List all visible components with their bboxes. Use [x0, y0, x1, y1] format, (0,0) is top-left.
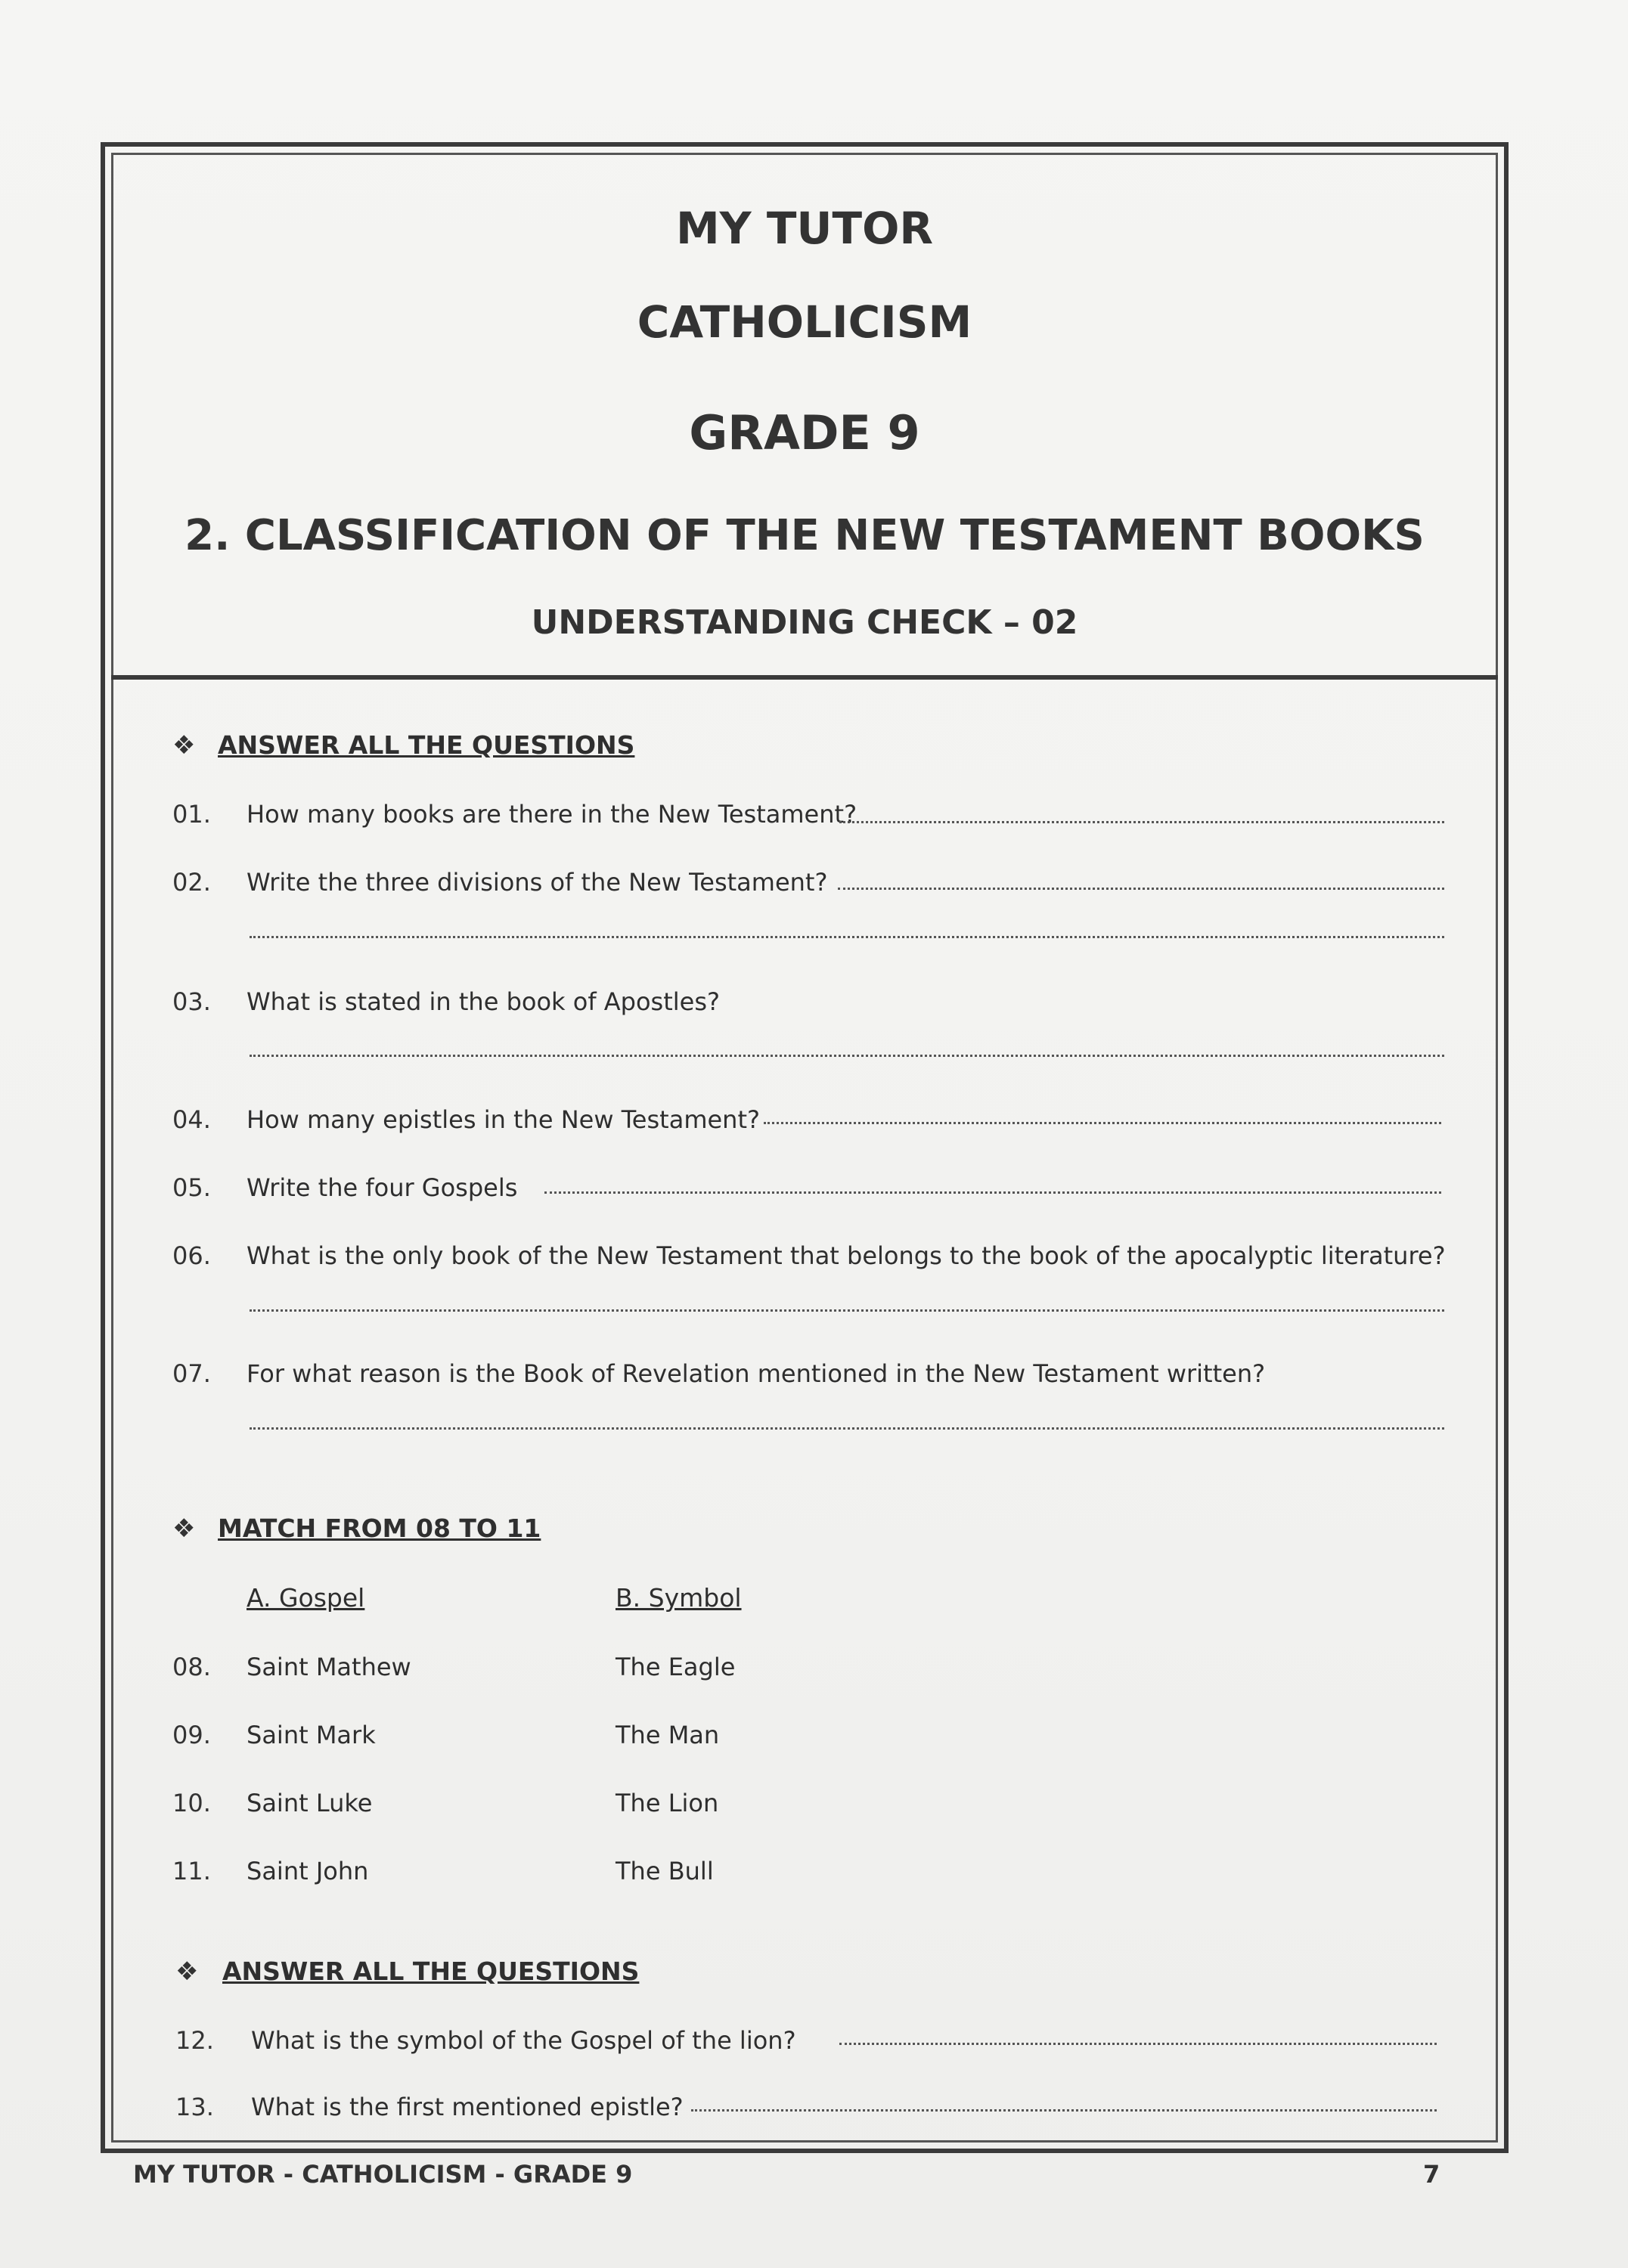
answer-line[interactable]: [250, 1055, 1444, 1057]
answer-line[interactable]: [838, 888, 1444, 890]
match-symbol: The Eagle: [616, 1653, 736, 1681]
question-text: How many books are there in the New Testament?: [247, 800, 857, 829]
question-text: What is the only book of the New Testament that belongs to the book of the apocalyptic literature?: [247, 1241, 1446, 1270]
footer-title: MY TUTOR - CATHOLICISM - GRADE 9: [133, 2160, 633, 2189]
question-number: 07.: [172, 1359, 211, 1388]
question-number: 04.: [172, 1105, 211, 1134]
brand-title: MY TUTOR: [675, 203, 934, 254]
column-a-heading: A. Gospel: [247, 1583, 365, 1613]
match-gospel: Saint Mark: [247, 1721, 376, 1749]
match-number: 08.: [172, 1653, 211, 1681]
answer-line[interactable]: [839, 2043, 1437, 2045]
answer-line[interactable]: [764, 1122, 1441, 1124]
question-number: 06.: [172, 1241, 211, 1270]
question-text: What is the first mentioned epistle?: [251, 2093, 684, 2121]
diamond-bullet-icon: ❖: [172, 1514, 196, 1544]
lesson-title: 2. CLASSIFICATION OF THE NEW TESTAMENT BOOKS: [185, 511, 1425, 560]
match-number: 09.: [172, 1721, 211, 1749]
match-number: 11.: [172, 1857, 211, 1885]
answer-line[interactable]: [250, 1427, 1444, 1430]
match-symbol: The Man: [616, 1721, 720, 1749]
match-gospel: Saint Mathew: [247, 1653, 411, 1681]
question-number: 02.: [172, 868, 211, 897]
check-title: UNDERSTANDING CHECK – 02: [531, 603, 1078, 642]
question-number: 03.: [172, 987, 211, 1016]
question-number: 01.: [172, 800, 211, 829]
match-gospel: Saint John: [247, 1857, 369, 1885]
match-number: 10.: [172, 1789, 211, 1817]
question-text: Write the three divisions of the New Testament?: [247, 868, 828, 897]
answer-line[interactable]: [250, 1309, 1444, 1312]
question-number: 13.: [175, 2093, 214, 2121]
section-answer-all-2: ANSWER ALL THE QUESTIONS: [222, 1957, 640, 1986]
match-symbol: The Lion: [616, 1789, 719, 1817]
answer-line[interactable]: [691, 2109, 1437, 2112]
answer-line[interactable]: [544, 1191, 1441, 1194]
diamond-bullet-icon: ❖: [175, 1957, 199, 1987]
diamond-bullet-icon: ❖: [172, 730, 196, 761]
question-text: What is the symbol of the Gospel of the lion?: [251, 2026, 796, 2055]
question-text: For what reason is the Book of Revelation mentioned in the New Testament written?: [247, 1359, 1266, 1388]
section-match: MATCH FROM 08 TO 11: [218, 1514, 541, 1543]
question-number: 05.: [172, 1173, 211, 1202]
match-symbol: The Bull: [616, 1857, 714, 1885]
answer-line[interactable]: [250, 936, 1444, 938]
header-divider: [111, 675, 1498, 680]
question-text: What is stated in the book of Apostles?: [247, 987, 720, 1016]
page-number: 7: [1423, 2160, 1440, 2189]
answer-line[interactable]: [839, 821, 1444, 823]
section-answer-all-1: ANSWER ALL THE QUESTIONS: [218, 730, 635, 760]
grade-title: GRADE 9: [689, 405, 920, 460]
match-gospel: Saint Luke: [247, 1789, 373, 1817]
question-number: 12.: [175, 2026, 214, 2055]
column-b-heading: B. Symbol: [616, 1583, 742, 1613]
question-text: How many epistles in the New Testament?: [247, 1105, 760, 1134]
question-text: Write the four Gospels: [247, 1173, 518, 1202]
subject-title: CATHOLICISM: [637, 296, 972, 348]
